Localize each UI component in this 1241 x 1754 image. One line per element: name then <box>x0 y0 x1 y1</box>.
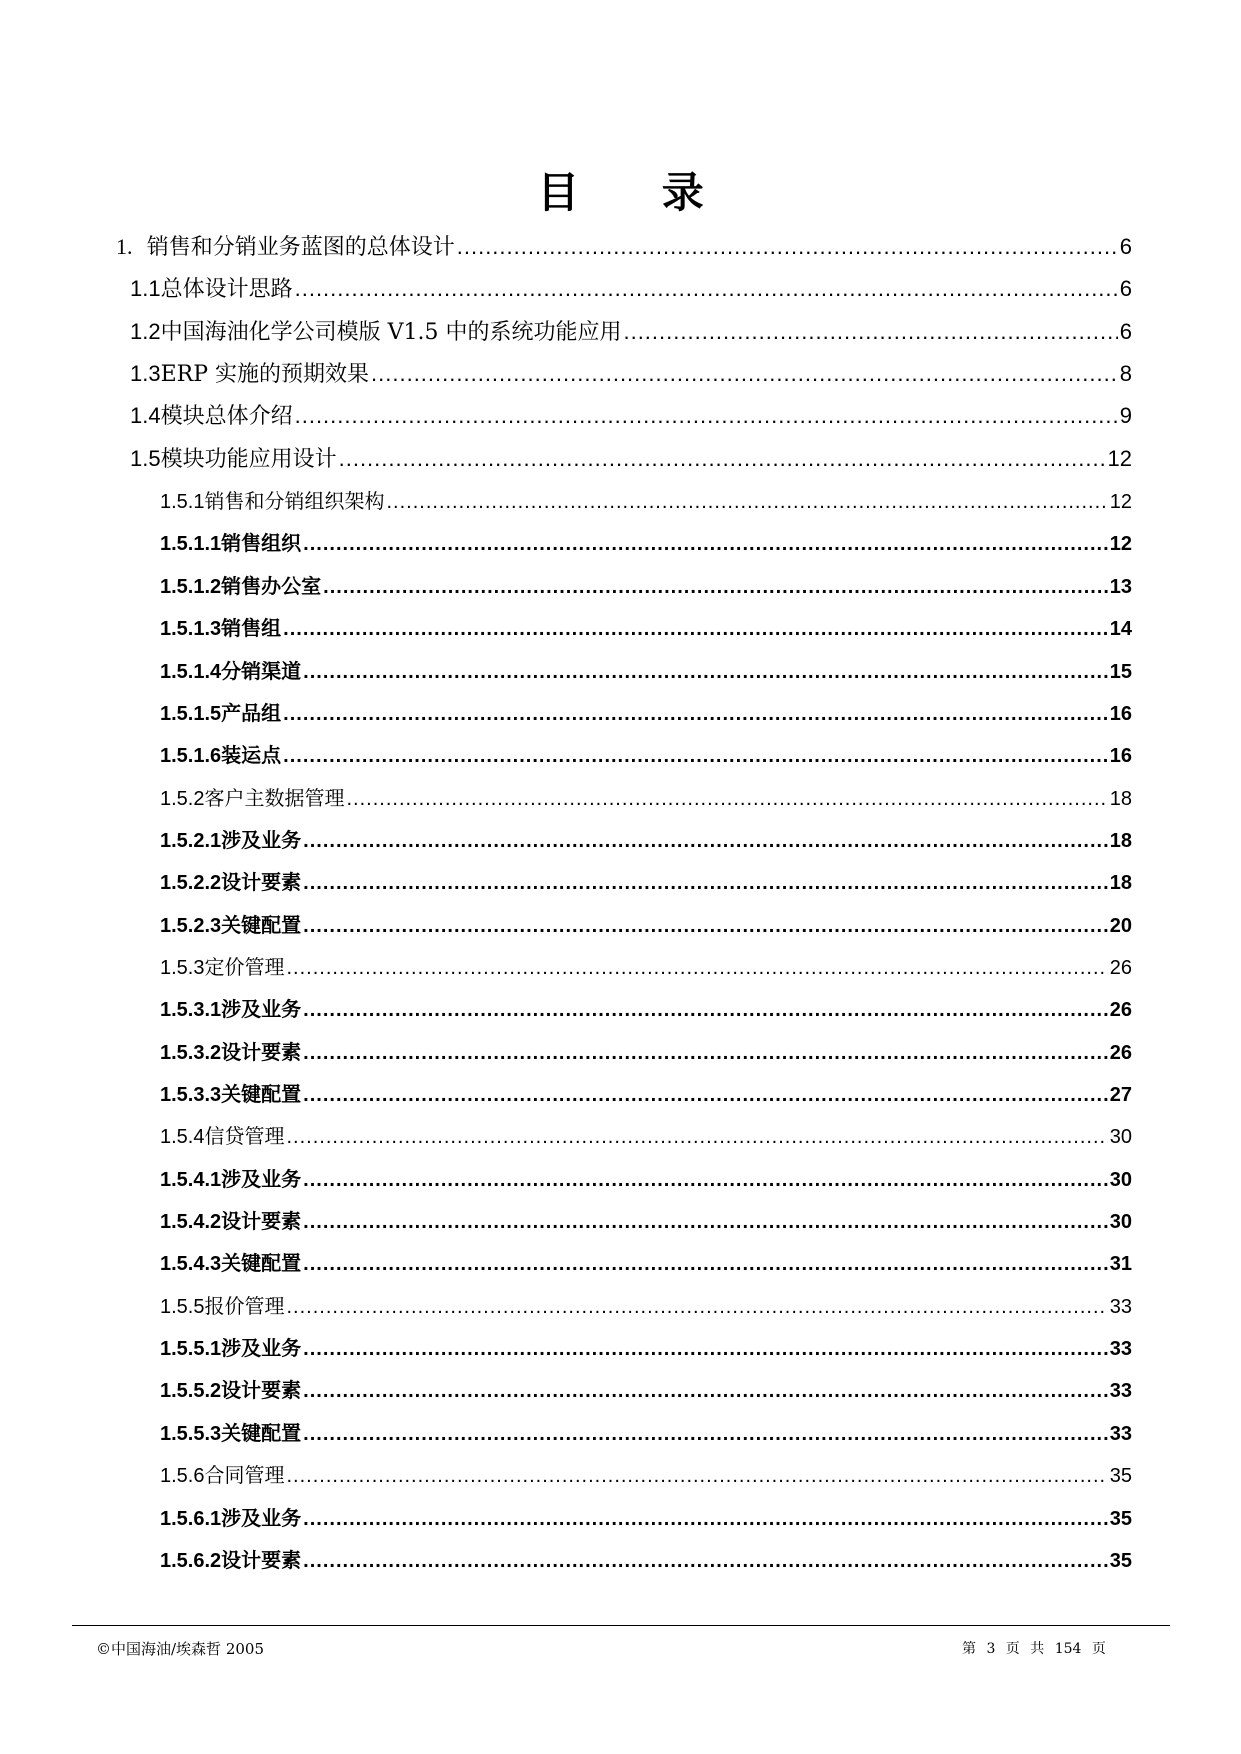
footer-divider <box>72 1625 1170 1626</box>
toc-leader-dots <box>303 1038 1108 1067</box>
toc-entry-title: 模块总体介绍 <box>160 404 293 430</box>
toc-entry-title: 设计要素 <box>221 1378 302 1403</box>
toc-entry-number: 1.5.4.2 <box>160 1211 222 1234</box>
toc-entry-number: 1.5.3.1 <box>160 999 222 1022</box>
toc-entry[interactable] <box>130 401 1132 431</box>
toc-leader-dots <box>283 699 1108 728</box>
toc-entry-page: 35 <box>1109 1549 1132 1572</box>
toc-entry[interactable] <box>160 910 1132 940</box>
toc-entry-number: 1.5.4 <box>160 1126 205 1149</box>
toc-entry-page: 12 <box>1109 491 1132 514</box>
toc-entry[interactable] <box>160 1206 1132 1236</box>
toc-entry-title: 模块功能应用设计 <box>160 446 337 472</box>
toc-entry-number: 1.5.1.6 <box>160 745 222 768</box>
toc-entry[interactable] <box>160 1291 1132 1321</box>
toc-entry-page: 12 <box>1107 445 1132 471</box>
toc-entry[interactable] <box>130 317 1132 347</box>
toc-entry[interactable] <box>160 1248 1132 1278</box>
toc-entry-page: 30 <box>1109 1168 1132 1191</box>
toc-entry[interactable] <box>130 359 1132 389</box>
toc-entry-page: 30 <box>1109 1211 1132 1234</box>
toc-leader-dots <box>286 1292 1107 1321</box>
toc-entry-number: 1.5.4.1 <box>160 1168 222 1191</box>
toc-leader-dots <box>386 487 1107 516</box>
toc-leader-dots <box>346 784 1107 813</box>
toc-entry[interactable] <box>160 740 1132 770</box>
toc-entry[interactable] <box>160 571 1132 601</box>
toc-leader-dots <box>303 995 1108 1024</box>
toc-leader-dots <box>303 1546 1108 1575</box>
toc-leader-dots <box>286 1461 1107 1490</box>
toc-entry[interactable] <box>160 783 1132 813</box>
toc-entry-number: 1.3 <box>130 361 161 387</box>
toc-entry[interactable] <box>160 1418 1132 1448</box>
toc-entry-number: 1.5.5.3 <box>160 1422 222 1445</box>
toc-entry[interactable] <box>160 1121 1132 1151</box>
toc-leader-dots <box>303 1504 1108 1533</box>
toc-entry-number: 1.5.1 <box>160 491 205 514</box>
toc-leader-dots <box>286 953 1107 982</box>
toc-entry-page: 20 <box>1109 914 1132 937</box>
toc-entry-page: 12 <box>1109 533 1132 556</box>
toc-entry-title: 涉及业务 <box>221 1336 302 1361</box>
toc-entry-page: 16 <box>1109 702 1132 725</box>
toc-entry[interactable] <box>160 1460 1132 1490</box>
toc-entry-title: 销售和分销业务蓝图的总体设计 <box>146 235 455 260</box>
toc-entry-number: 1.5.3.3 <box>160 1084 222 1106</box>
toc-leader-dots <box>303 1249 1108 1278</box>
toc-entry-title: 装运点 <box>221 743 282 768</box>
toc-entry-number: 1.5.2.1 <box>160 829 222 852</box>
toc-entry-number: 1.5.5 <box>160 1295 205 1318</box>
toc-entry[interactable] <box>160 1375 1132 1405</box>
toc-entry-page: 33 <box>1109 1380 1132 1403</box>
toc-entry-page: 15 <box>1109 660 1132 683</box>
toc-entry-page: 30 <box>1109 1126 1132 1149</box>
toc-entry[interactable] <box>160 656 1132 686</box>
toc-entry[interactable] <box>160 613 1132 643</box>
toc-leader-dots <box>283 614 1108 643</box>
toc-entry-title: 关键配置 <box>221 1082 302 1106</box>
toc-leader-dots <box>623 317 1117 347</box>
toc-entry-title: 产品组 <box>221 700 282 725</box>
toc-entry-number: 1.5.2 <box>160 787 205 810</box>
toc-entry-page: 6 <box>1119 276 1132 302</box>
toc-entry-title: 销售组织 <box>221 531 302 556</box>
toc-entry-number: 1. <box>116 234 133 259</box>
toc-entry-page: 18 <box>1109 829 1132 852</box>
toc-entry-page: 26 <box>1109 956 1132 979</box>
toc-entry-page: 33 <box>1109 1295 1132 1318</box>
toc-entry-title: 关键配置 <box>221 1251 302 1276</box>
toc-entry-title: 信贷管理 <box>204 1124 285 1149</box>
toc-entry-title: 涉及业务 <box>221 1505 302 1530</box>
toc-entry[interactable] <box>160 1503 1132 1533</box>
toc-entry-number: 1.2 <box>130 318 161 344</box>
toc-entry-number: 1.5.6.2 <box>160 1549 222 1572</box>
toc-entry[interactable] <box>160 528 1132 558</box>
toc-leader-dots <box>371 359 1118 389</box>
toc-entry-page: 8 <box>1119 361 1132 387</box>
toc-entry-title: 设计要素 <box>221 1209 302 1234</box>
toc-entry[interactable] <box>160 1545 1132 1575</box>
toc-entry-title: 客户主数据管理 <box>204 785 345 810</box>
toc-entry-page: 33 <box>1109 1338 1132 1361</box>
toc-entry-page: 26 <box>1109 999 1132 1022</box>
toc-entry-number: 1.5 <box>130 445 161 471</box>
toc-entry[interactable] <box>160 486 1132 516</box>
toc-leader-dots <box>295 274 1118 304</box>
toc-leader-dots <box>303 1376 1108 1405</box>
toc-leader-dots <box>303 1207 1108 1236</box>
toc-entry-title: 报价管理 <box>204 1293 285 1318</box>
toc-entry-title: 分销渠道 <box>221 658 302 683</box>
toc-entry-title: 销售组 <box>221 616 282 641</box>
toc-leader-dots <box>303 1165 1108 1194</box>
toc-entry-page: 31 <box>1109 1253 1132 1276</box>
toc-entry-title: 销售办公室 <box>221 573 322 598</box>
toc-entry[interactable] <box>160 1079 1132 1109</box>
toc-entry-number: 1.5.5.1 <box>160 1338 222 1361</box>
footer-page-info: 第 3 页 共 154 页 <box>962 1641 1106 1657</box>
toc-entry-number: 1.5.1.4 <box>160 660 222 683</box>
toc-entry-page: 6 <box>1119 234 1132 259</box>
toc-entry-number: 1.5.3.2 <box>160 1041 222 1064</box>
toc-leader-dots <box>303 1419 1108 1448</box>
toc-entry-number: 1.5.1.3 <box>160 618 222 641</box>
toc-entry-page: 13 <box>1109 575 1132 598</box>
toc-leader-dots <box>303 1080 1108 1109</box>
toc-entry-page: 35 <box>1109 1507 1132 1530</box>
toc-leader-dots <box>303 529 1108 558</box>
toc-entry[interactable] <box>160 1333 1132 1363</box>
toc-entry-number: 1.5.1.1 <box>160 533 222 556</box>
toc-entry[interactable] <box>160 1164 1132 1194</box>
toc-entry[interactable] <box>160 1037 1132 1067</box>
toc-entry-page: 6 <box>1119 318 1132 344</box>
toc-entry-title: 关键配置 <box>221 912 302 937</box>
toc-entry-title: 关键配置 <box>221 1420 302 1445</box>
toc-entry-title: 设计要素 <box>221 1039 302 1064</box>
toc-entry-number: 1.5.2.3 <box>160 914 222 937</box>
toc-leader-dots <box>457 232 1118 262</box>
toc-entry[interactable] <box>160 952 1132 982</box>
toc-entry-title: 涉及业务 <box>221 827 302 852</box>
toc-entry[interactable] <box>160 825 1132 855</box>
toc-entry[interactable] <box>160 994 1132 1024</box>
toc-leader-dots <box>303 1334 1108 1363</box>
toc-entry-page: 35 <box>1109 1465 1132 1488</box>
toc-leader-dots <box>295 401 1118 431</box>
toc-leader-dots <box>303 657 1108 686</box>
toc-leader-dots <box>323 572 1108 601</box>
toc-entry-title: ERP 实施的预期效果 <box>160 362 370 388</box>
toc-entry-title: 销售和分销组织架构 <box>204 489 385 514</box>
toc-entry-number: 1.5.5.2 <box>160 1380 222 1403</box>
toc-entry-title: 合同管理 <box>204 1463 285 1488</box>
toc-entry-page: 16 <box>1109 745 1132 768</box>
toc-entry-page: 18 <box>1109 787 1132 810</box>
toc-entry[interactable] <box>130 444 1132 474</box>
toc-entry-page: 26 <box>1109 1041 1132 1064</box>
toc-entry[interactable] <box>130 274 1132 304</box>
toc-entry-title: 涉及业务 <box>221 997 302 1022</box>
toc-title: 目 录 <box>537 168 738 217</box>
toc-entry-number: 1.5.4.3 <box>160 1253 222 1276</box>
toc-entry-number: 1.5.6 <box>160 1465 205 1488</box>
toc-leader-dots <box>339 444 1106 474</box>
toc-leader-dots <box>286 1122 1107 1151</box>
toc-entry-page: 27 <box>1109 1084 1132 1106</box>
toc-leader-dots <box>303 826 1108 855</box>
toc-entry[interactable] <box>160 698 1132 728</box>
toc-entry[interactable] <box>116 232 1132 262</box>
toc-entry-page: 14 <box>1109 618 1132 641</box>
toc-leader-dots <box>303 911 1108 940</box>
toc-leader-dots <box>303 868 1108 897</box>
toc-entry-number: 1.1 <box>130 276 161 302</box>
toc-entry-title: 设计要素 <box>221 1547 302 1572</box>
toc-entry-number: 1.4 <box>130 403 161 429</box>
toc-entry-page: 18 <box>1109 872 1132 895</box>
toc-entry-number: 1.5.1.5 <box>160 702 222 725</box>
toc-entry[interactable] <box>160 867 1132 897</box>
toc-entry-title: 设计要素 <box>221 870 302 895</box>
toc-entry-title: 中国海油化学公司模版 V1.5 中的系统功能应用 <box>160 319 622 345</box>
toc-entry-page: 33 <box>1109 1422 1132 1445</box>
toc-entry-title: 总体设计思路 <box>160 277 293 303</box>
toc-entry-number: 1.5.3 <box>160 956 205 979</box>
toc-entry-number: 1.5.6.1 <box>160 1507 222 1530</box>
toc-entry-number: 1.5.2.2 <box>160 872 222 895</box>
toc-entry-title: 定价管理 <box>204 954 285 979</box>
toc-leader-dots <box>283 741 1108 770</box>
toc-entry-page: 9 <box>1119 403 1132 429</box>
footer-copyright: ©中国海油/埃森哲 2005 <box>96 1640 264 1658</box>
toc-entry-title: 涉及业务 <box>221 1166 302 1191</box>
toc-entry-number: 1.5.1.2 <box>160 575 222 598</box>
